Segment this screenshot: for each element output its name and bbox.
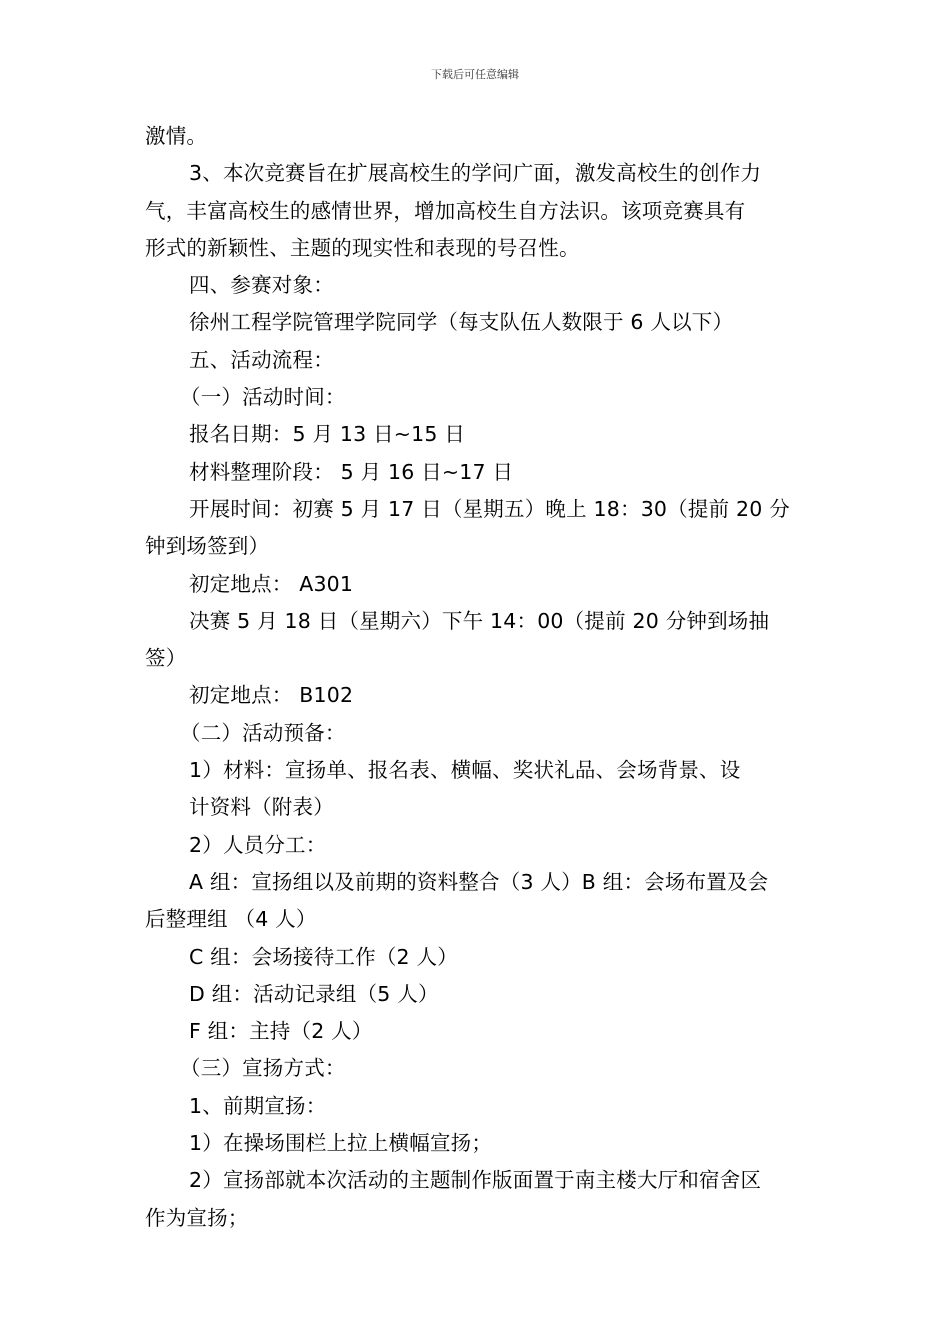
text-line: 初定地点： A301 (189, 571, 354, 596)
text-line: 签） (145, 646, 187, 671)
text-line: 气，丰富高校生的感情世界，增加高校生自方法识。该项竞赛具有 (145, 198, 746, 223)
subsection-heading: （一）活动时间： (180, 385, 346, 410)
text-line: 1、前期宣扬： (189, 1093, 327, 1118)
page-header: 下载后可任意编辑 (431, 68, 519, 81)
text-line: F 组：主持（2 人） (189, 1019, 373, 1044)
text-line: 开展时间：初赛 5 月 17 日（星期五）晚上 18：30（提前 20 分 (189, 496, 790, 521)
subsection-heading: （三）宣扬方式： (180, 1056, 346, 1081)
section-heading: 四、参赛对象： (189, 273, 334, 298)
text-line: 1）在操场围栏上拉上横幅宣扬； (189, 1131, 493, 1156)
text-line: 2）人员分工： (189, 832, 327, 857)
text-line: 报名日期：5 月 13 日~15 日 (189, 422, 466, 447)
text-line: 作为宣扬； (145, 1205, 249, 1230)
text-line: 后整理组 （4 人） (145, 907, 317, 932)
text-line: D 组：活动记录组（5 人） (189, 981, 439, 1006)
text-line: 1）材料：宣扬单、报名表、横幅、奖状礼品、会场背景、设 (189, 758, 741, 783)
text-line: 3、本次竞赛旨在扩展高校生的学问广面，激发高校生的创作力 (189, 161, 762, 186)
document-body (145, 118, 811, 1237)
text-line: 钟到场签到） (145, 534, 270, 559)
text-line: 材料整理阶段： 5 月 16 日~17 日 (189, 459, 514, 484)
text-line: 2）宣扬部就本次活动的主题制作版面置于南主楼大厅和宿舍区 (189, 1168, 762, 1193)
text-line: 计资料（附表） (189, 795, 334, 820)
text-line: 形式的新颖性、主题的现实性和表现的号召性。 (145, 235, 580, 260)
subsection-heading: （二）活动预备： (180, 720, 346, 745)
section-heading: 五、活动流程： (189, 347, 334, 372)
text-line: 徐州工程学院管理学院同学（每支队伍人数限于 6 人以下） (189, 310, 734, 335)
text-line: 初定地点： B102 (189, 683, 354, 708)
text-line: 决赛 5 月 18 日（星期六）下午 14：00（提前 20 分钟到场抽 (189, 608, 770, 633)
text-line: A 组：宣扬组以及前期的资料整合（3 人）B 组：会场布置及会 (189, 869, 769, 894)
text-line: 激情。 (145, 124, 208, 148)
text-line: C 组：会场接待工作（2 人） (189, 944, 458, 969)
